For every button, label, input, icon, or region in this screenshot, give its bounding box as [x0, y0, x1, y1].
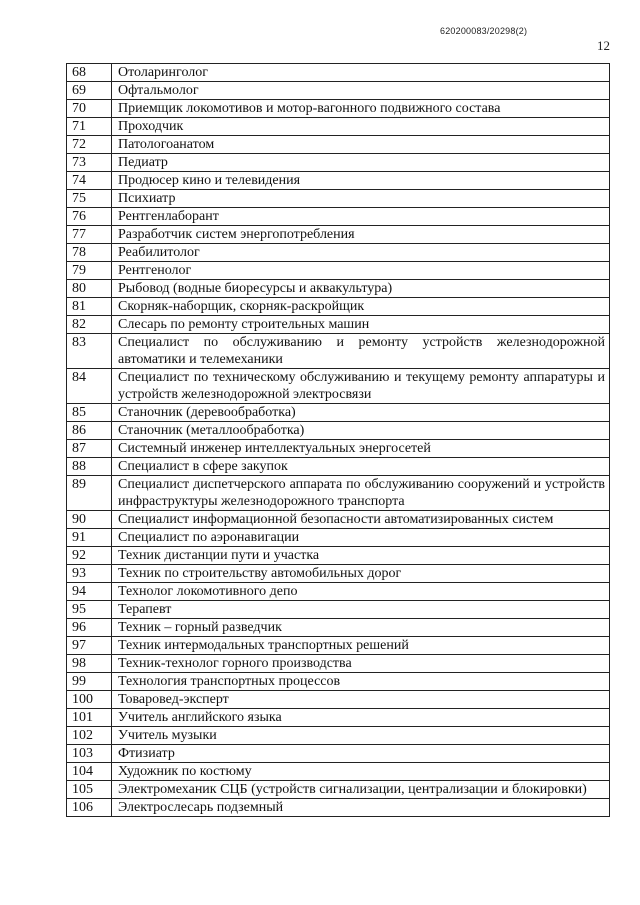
- row-number: 69: [67, 82, 112, 100]
- row-number: 82: [67, 316, 112, 334]
- row-number: 94: [67, 583, 112, 601]
- table-row: [67, 727, 610, 745]
- profession-name: Электрослесарь подземный: [112, 799, 610, 817]
- table-row: [67, 100, 610, 118]
- table-row: [67, 262, 610, 280]
- table-row: [67, 547, 610, 565]
- row-number: 97: [67, 637, 112, 655]
- row-number: 86: [67, 422, 112, 440]
- row-number: 89: [67, 476, 112, 511]
- profession-name: Специалист диспетчерского аппарата по обслуживанию сооружений и устройств инфраструктуры железнодорожного транспорта: [112, 476, 610, 511]
- profession-name: Специалист по техническому обслуживанию и текущему ремонту аппаратуры и устройств железнодорожной электросвязи: [112, 369, 610, 404]
- table-row: [67, 476, 610, 511]
- table-row: [67, 280, 610, 298]
- profession-name: Специалист информационной безопасности автоматизированных систем: [112, 511, 610, 529]
- row-number: 100: [67, 691, 112, 709]
- row-number: 85: [67, 404, 112, 422]
- table-row: [67, 637, 610, 655]
- table-row: [67, 763, 610, 781]
- table-row: [67, 190, 610, 208]
- profession-name: Психиатр: [112, 190, 610, 208]
- profession-name: Станочник (металлообработка): [112, 422, 610, 440]
- profession-name: Учитель английского языка: [112, 709, 610, 727]
- profession-name: Слесарь по ремонту строительных машин: [112, 316, 610, 334]
- table-row: [67, 244, 610, 262]
- profession-table: [66, 63, 610, 817]
- profession-name: Товаровед-эксперт: [112, 691, 610, 709]
- profession-name: Офтальмолог: [112, 82, 610, 100]
- page-number: 12: [597, 38, 610, 53]
- profession-name: Художник по костюму: [112, 763, 610, 781]
- profession-name: Терапевт: [112, 601, 610, 619]
- table-row: [67, 369, 610, 404]
- profession-name: Разработчик систем энергопотребления: [112, 226, 610, 244]
- table-row: [67, 316, 610, 334]
- table-row: [67, 619, 610, 637]
- table-row: [67, 601, 610, 619]
- profession-name: Учитель музыки: [112, 727, 610, 745]
- table-row: [67, 529, 610, 547]
- row-number: 78: [67, 244, 112, 262]
- row-number: 68: [67, 64, 112, 82]
- profession-name: Технолог локомотивного депо: [112, 583, 610, 601]
- table-row: [67, 154, 610, 172]
- profession-name: Реабилитолог: [112, 244, 610, 262]
- table-row: [67, 799, 610, 817]
- row-number: 102: [67, 727, 112, 745]
- table-row: [67, 691, 610, 709]
- table-row: [67, 781, 610, 799]
- row-number: 81: [67, 298, 112, 316]
- row-number: 70: [67, 100, 112, 118]
- row-number: 72: [67, 136, 112, 154]
- row-number: 105: [67, 781, 112, 799]
- table-row: [67, 709, 610, 727]
- row-number: 93: [67, 565, 112, 583]
- table-row: [67, 118, 610, 136]
- table-row: [67, 565, 610, 583]
- profession-name: Фтизиатр: [112, 745, 610, 763]
- document-code: 620200083/20298(2): [440, 26, 528, 36]
- row-number: 71: [67, 118, 112, 136]
- row-number: 99: [67, 673, 112, 691]
- profession-name: Техник интермодальных транспортных решений: [112, 637, 610, 655]
- table-row: [67, 422, 610, 440]
- table-row: [67, 440, 610, 458]
- table-row: [67, 82, 610, 100]
- row-number: 75: [67, 190, 112, 208]
- row-number: 103: [67, 745, 112, 763]
- profession-name: Специалист в сфере закупок: [112, 458, 610, 476]
- profession-name: Техник по строительству автомобильных дорог: [112, 565, 610, 583]
- table-row: [67, 583, 610, 601]
- table-row: [67, 226, 610, 244]
- profession-name: Патологоанатом: [112, 136, 610, 154]
- row-number: 79: [67, 262, 112, 280]
- table-row: [67, 208, 610, 226]
- profession-name: Отоларинголог: [112, 64, 610, 82]
- profession-name: Системный инженер интеллектуальных энергосетей: [112, 440, 610, 458]
- table-row: [67, 655, 610, 673]
- row-number: 104: [67, 763, 112, 781]
- row-number: 84: [67, 369, 112, 404]
- row-number: 90: [67, 511, 112, 529]
- row-number: 95: [67, 601, 112, 619]
- table-row: [67, 136, 610, 154]
- row-number: 74: [67, 172, 112, 190]
- profession-name: Техник дистанции пути и участка: [112, 547, 610, 565]
- profession-name: Рентгенлаборант: [112, 208, 610, 226]
- table-row: [67, 673, 610, 691]
- profession-name: Скорняк-наборщик, скорняк-раскройщик: [112, 298, 610, 316]
- profession-name: Станочник (деревообработка): [112, 404, 610, 422]
- table-row: [67, 745, 610, 763]
- row-number: 83: [67, 334, 112, 369]
- row-number: 80: [67, 280, 112, 298]
- row-number: 87: [67, 440, 112, 458]
- row-number: 98: [67, 655, 112, 673]
- profession-name: Рыбовод (водные биоресурсы и аквакультура): [112, 280, 610, 298]
- table-row: [67, 172, 610, 190]
- table-row: [67, 404, 610, 422]
- table-row: [67, 511, 610, 529]
- profession-name: Рентгенолог: [112, 262, 610, 280]
- profession-name: Продюсер кино и телевидения: [112, 172, 610, 190]
- profession-name: Технология транспортных процессов: [112, 673, 610, 691]
- profession-name: Специалист по аэронавигации: [112, 529, 610, 547]
- profession-name: Техник-технолог горного производства: [112, 655, 610, 673]
- table-row: [67, 458, 610, 476]
- row-number: 91: [67, 529, 112, 547]
- profession-name: Специалист по обслуживанию и ремонту устройств железнодорожной автоматики и телемеханики: [112, 334, 610, 369]
- profession-name: Проходчик: [112, 118, 610, 136]
- table-row: [67, 334, 610, 369]
- row-number: 88: [67, 458, 112, 476]
- row-number: 106: [67, 799, 112, 817]
- profession-name: Техник – горный разведчик: [112, 619, 610, 637]
- table-row: [67, 298, 610, 316]
- profession-name: Электромеханик СЦБ (устройств сигнализации, централизации и блокировки): [112, 781, 610, 799]
- profession-name: Педиатр: [112, 154, 610, 172]
- row-number: 76: [67, 208, 112, 226]
- profession-name: Приемщик локомотивов и мотор-вагонного подвижного состава: [112, 100, 610, 118]
- row-number: 73: [67, 154, 112, 172]
- row-number: 77: [67, 226, 112, 244]
- row-number: 96: [67, 619, 112, 637]
- row-number: 101: [67, 709, 112, 727]
- table-row: [67, 64, 610, 82]
- row-number: 92: [67, 547, 112, 565]
